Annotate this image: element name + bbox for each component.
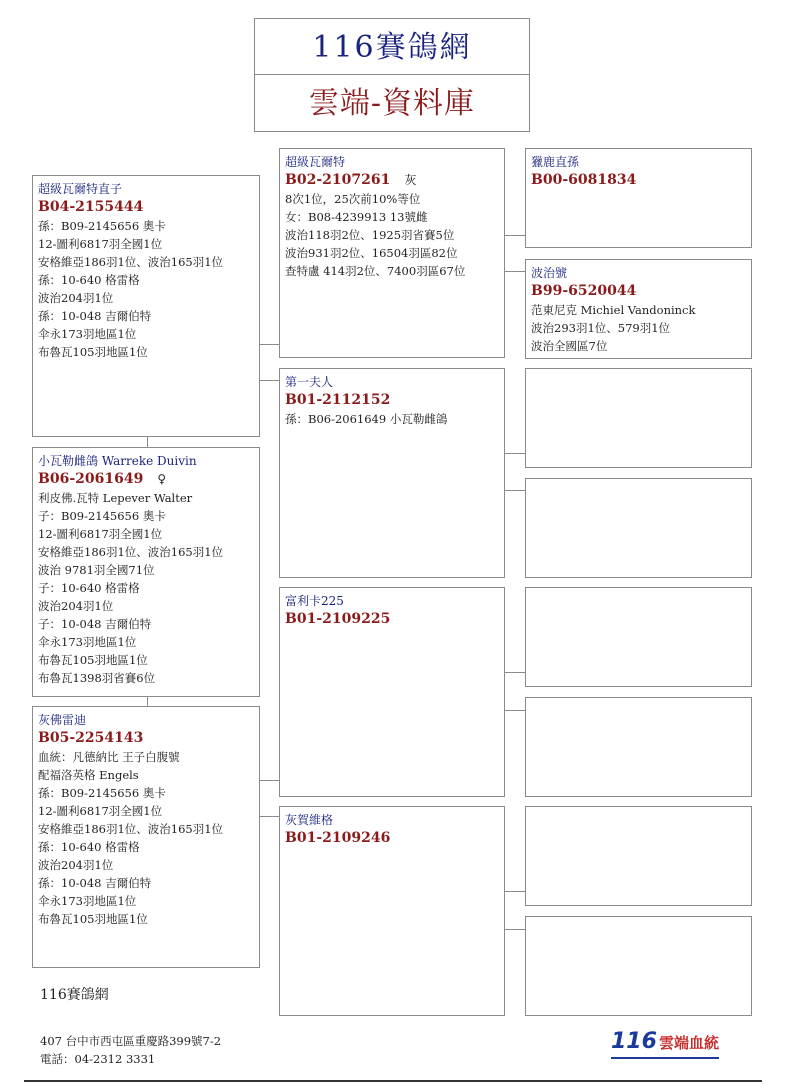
ring-number: B01-2109225 bbox=[285, 611, 391, 627]
info-line: 孫：10-048 吉爾伯特 bbox=[38, 876, 152, 890]
info-line: 安格維亞186羽1位、波治165羽1位 bbox=[38, 545, 224, 559]
info-line: 女：B08-4239913 13號雌 bbox=[285, 210, 428, 224]
info-line: 布魯瓦1398羽省賽6位 bbox=[38, 671, 156, 685]
bird-name: 波治號 bbox=[531, 266, 568, 280]
ring-number: B04-2155444 bbox=[38, 199, 144, 215]
info-line: 子：B09-2145656 奧卡 bbox=[38, 509, 166, 523]
info-line: 孫：B09-2145656 奧卡 bbox=[38, 786, 166, 800]
bird-name: 獵鹿直孫 bbox=[531, 155, 580, 169]
bird-name: 富利卡225 bbox=[285, 594, 344, 608]
ring-number: B05-2254143 bbox=[38, 730, 144, 746]
gen2-card bbox=[279, 806, 505, 1016]
connector bbox=[505, 672, 525, 673]
info-line: 波治204羽1位 bbox=[38, 858, 114, 872]
footer-phone: 電話：04-2312 3331 bbox=[40, 1052, 156, 1066]
info-line: 孫：B09-2145656 奧卡 bbox=[38, 219, 166, 233]
info-line: 8次1位，25次前10%等位 bbox=[285, 192, 421, 206]
bird-name: 灰賀維格 bbox=[285, 813, 334, 827]
info-line: 12-圖利6817羽全國1位 bbox=[38, 527, 163, 541]
bird-name: 超級瓦爾特直子 bbox=[38, 182, 123, 196]
gen2-card bbox=[279, 368, 505, 578]
info-line: 利皮佛.瓦特 Lepever Walter bbox=[38, 491, 193, 505]
ring-number: B01-2112152 bbox=[285, 392, 391, 408]
bird-name: 超級瓦爾特 bbox=[285, 155, 346, 169]
info-line: 伞永173羽地區1位 bbox=[38, 635, 137, 649]
info-line: 安格維亞186羽1位、波治165羽1位 bbox=[38, 822, 224, 836]
info-line: 波治全國區7位 bbox=[531, 339, 608, 353]
info-line: 波治204羽1位 bbox=[38, 599, 114, 613]
connector bbox=[260, 780, 279, 781]
gen3-card-empty bbox=[525, 368, 752, 468]
info-line: 子：10-048 吉爾伯特 bbox=[38, 617, 152, 631]
ring-number: B01-2109246 bbox=[285, 830, 391, 846]
footer-site-name: 116賽鴿網 bbox=[40, 987, 109, 1003]
logo-underline bbox=[611, 1057, 719, 1059]
gen3-card-empty bbox=[525, 587, 752, 687]
connector bbox=[260, 380, 279, 381]
connector bbox=[505, 891, 525, 892]
gen3-card-empty bbox=[525, 806, 752, 906]
connector bbox=[260, 344, 279, 345]
info-line: 孫：10-640 格雷格 bbox=[38, 840, 140, 854]
footer-contact bbox=[40, 1032, 221, 1068]
connector bbox=[147, 437, 148, 447]
bird-name: 小瓦勒雌鴿 Warreke Duivin bbox=[38, 454, 197, 468]
info-line: 布魯瓦105羽地區1位 bbox=[38, 653, 148, 667]
bird-name: 灰佛雷迪 bbox=[38, 713, 87, 727]
main-bird-card bbox=[32, 175, 260, 437]
sex-icon: ♀ bbox=[157, 472, 167, 486]
info-line: 孫：10-640 格雷格 bbox=[38, 273, 140, 287]
site-title: 116賽鴿網 bbox=[254, 18, 530, 75]
gen3-card-empty bbox=[525, 478, 752, 578]
gen2-card bbox=[279, 587, 505, 797]
connector bbox=[505, 453, 525, 454]
info-line: 查特盧 414羽2位、7400羽區67位 bbox=[285, 264, 466, 278]
gen3-card bbox=[525, 259, 752, 359]
footer-address: 407 台中市西屯區重慶路399號7-2 bbox=[40, 1034, 222, 1048]
ring-number: B00-6081834 bbox=[531, 172, 637, 188]
ring-number: B99-6520044 bbox=[531, 283, 637, 299]
sire-dam-card bbox=[32, 706, 260, 968]
info-line: 配福洛英格 Engels bbox=[38, 768, 139, 782]
info-line: 12-圖利6817羽全國1位 bbox=[38, 237, 163, 251]
connector bbox=[260, 816, 279, 817]
connector bbox=[505, 271, 525, 272]
info-line: 子：10-640 格雷格 bbox=[38, 581, 140, 595]
gen3-card-empty bbox=[525, 697, 752, 797]
dam-card bbox=[32, 447, 260, 697]
info-line: 安格維亞186羽1位、波治165羽1位 bbox=[38, 255, 224, 269]
ring-number: B02-2107261 bbox=[285, 172, 391, 188]
info-line: 波治 9781羽全國71位 bbox=[38, 563, 155, 577]
connector bbox=[505, 235, 525, 236]
gen3-card-empty bbox=[525, 916, 752, 1016]
info-line: 孫：B06-2061649 小瓦勒雌鴿 bbox=[285, 412, 448, 426]
info-line: 血統：凡德納比 王子白腹號 bbox=[38, 750, 180, 764]
connector bbox=[505, 710, 525, 711]
page-subtitle: 雲端-資料庫 bbox=[254, 74, 530, 132]
gen2-card bbox=[279, 148, 505, 358]
brand-logo bbox=[611, 1029, 719, 1054]
info-line: 伞永173羽地區1位 bbox=[38, 327, 137, 341]
info-line: 伞永173羽地區1位 bbox=[38, 894, 137, 908]
info-line: 波治204羽1位 bbox=[38, 291, 114, 305]
info-line: 波治931羽2位、16504羽區82位 bbox=[285, 246, 458, 260]
info-line: 布魯瓦105羽地區1位 bbox=[38, 345, 148, 359]
info-line: 孫：10-048 吉爾伯特 bbox=[38, 309, 152, 323]
bird-name: 第一夫人 bbox=[285, 375, 334, 389]
logo-number: 116 bbox=[611, 1029, 657, 1054]
connector bbox=[505, 929, 525, 930]
info-line: 波治118羽2位、1925羽省賽5位 bbox=[285, 228, 455, 242]
color-label: 灰 bbox=[404, 173, 417, 187]
info-line: 范東尼克 Michiel Vandoninck bbox=[531, 303, 696, 317]
info-line: 布魯瓦105羽地區1位 bbox=[38, 912, 148, 926]
info-line: 波治293羽1位、579羽1位 bbox=[531, 321, 671, 335]
connector bbox=[505, 490, 525, 491]
info-line: 12-圖利6817羽全國1位 bbox=[38, 804, 163, 818]
bottom-divider bbox=[24, 1080, 762, 1082]
logo-text: 雲端血統 bbox=[658, 1034, 719, 1052]
connector bbox=[147, 696, 148, 706]
ring-number: B06-2061649 bbox=[38, 471, 144, 487]
gen3-card bbox=[525, 148, 752, 248]
